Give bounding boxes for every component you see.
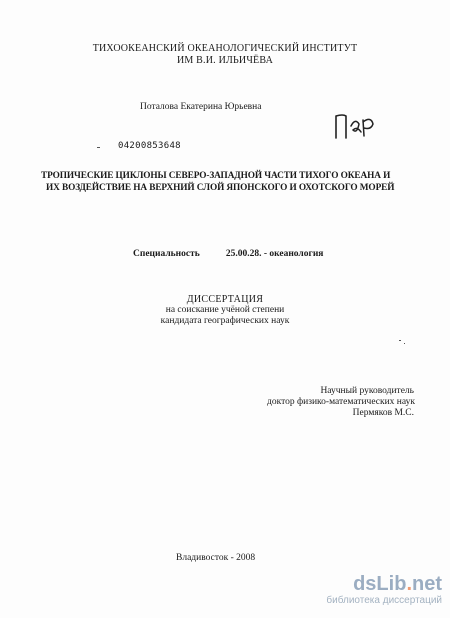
- watermark-subtitle: библиотека диссертаций: [326, 595, 442, 606]
- specialty-label: Специальность: [133, 249, 200, 259]
- specialty-value: 25.00.28. - океанология: [225, 249, 324, 259]
- institute-name-line1: ТИХООКЕАНСКИЙ ОКЕАНОЛОГИЧЕСКИЙ ИНСТИТУТ: [92, 43, 358, 54]
- supervisor-role: Научный руководитель: [320, 386, 414, 396]
- scan-speck: [97, 147, 100, 148]
- institute-name-line2: ИМ В.И. ИЛЬИЧЁВА: [176, 55, 274, 66]
- dslib-watermark: [322, 573, 442, 613]
- handwritten-note: [333, 108, 379, 142]
- degree-line1: на соискание учёной степени: [165, 305, 285, 315]
- watermark-logo: dsLib.net: [353, 573, 442, 595]
- author-name: Поталова Екатерина Юрьевна: [140, 102, 262, 112]
- supervisor-degree: доктор физико-математических наук: [267, 397, 415, 407]
- degree-line2: кандидата географических наук: [160, 316, 290, 326]
- scan-speck: [399, 340, 401, 341]
- dissertation-title-line1: ТРОПИЧЕСКИЕ ЦИКЛОНЫ СЕВЕРО-ЗАПАДНОЙ ЧАСТИ ТИХОГО ОКЕАНА И: [41, 171, 391, 181]
- stamp-code: 04200853648: [118, 141, 181, 151]
- dissertation-title-line2: ИХ ВОЗДЕЙСТВИЕ НА ВЕРХНИЙ СЛОЙ ЯПОНСКОГО И ОХОТСКОГО МОРЕЙ: [46, 183, 395, 193]
- supervisor-name: Пермяков М.С.: [352, 408, 414, 418]
- dissertation-heading: ДИССЕРТАЦИЯ: [186, 294, 264, 305]
- city-year: Владивосток - 2008: [176, 553, 256, 563]
- specialty-line: [133, 249, 323, 260]
- scan-speck: [404, 343, 405, 344]
